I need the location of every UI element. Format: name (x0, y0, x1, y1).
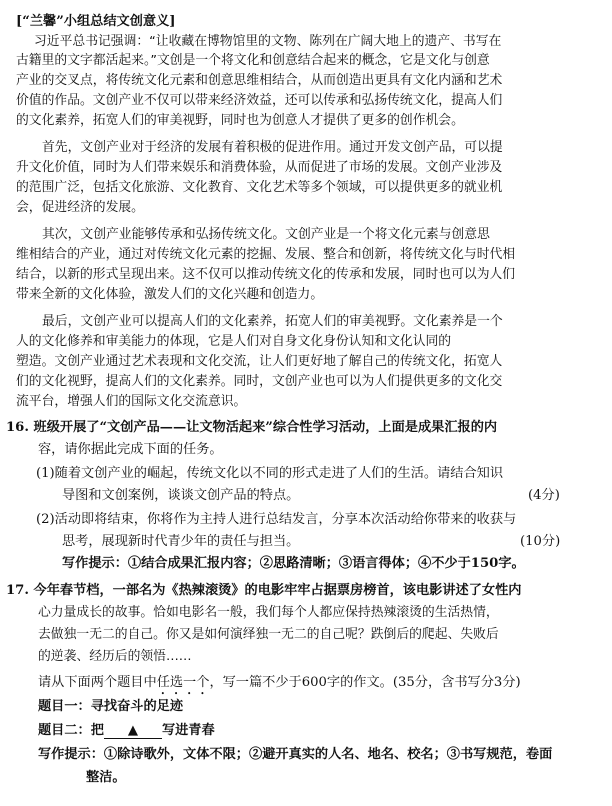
para1-line1: 习近平总书记强调：“让收藏在博物馆里的文物、陈列在广阔大地上的遗产、书写在 (34, 34, 502, 49)
para4-line2: 人的文化修养和审美能力的体现，它是人们对自身文化身份认知和文化认同的 (16, 334, 452, 349)
q16-sub2-score: (10分) (520, 534, 561, 549)
para4-line5: 流平台，增强人们的国际文化交流意识。 (16, 394, 247, 409)
q17-stem-line1: 17. 今年春节档，一部名为《热辣滚烫》的电影牢牢占据票房榜首，该电影讲述了女性内 (6, 583, 522, 598)
para1-line2: 古籍里的文字都活起来。”文创是一个将文化和创意结合起来的概念，它是文化与创意 (16, 53, 490, 68)
q16-stem-line2: 容，请你据此完成下面的任务。 (38, 442, 223, 457)
para1-line5: 的文化素养，拓宽人们的审美视野，同时也为创意人才提供了更多的创作机会。 (16, 113, 464, 128)
section-title-tag: [“兰馨”小组总结文创意义] (16, 14, 176, 29)
para4-line3: 塑造。文创产业通过艺术表现和文化交流，让人们更好地了解自己的传统文化，拓宽人 (16, 354, 503, 369)
q17-stem-line3: 去做独一无二的自己。你又是如何演绎独一无二的自己呢？跌倒后的爬起、失败后 (38, 627, 499, 642)
para3-line1: 其次，文创产业能够传承和弘扬传统文化。文创产业是一个将文化元素与创意思 (42, 227, 490, 242)
para2-line4: 会，促进经济的发展。 (16, 200, 144, 215)
q17-writing-tip-line2: 整洁。 (86, 770, 126, 785)
q16-sub1-line1: (1)随着文创产业的崛起，传统文化以不同的形式走进了人们的生活。请结合知识 (36, 466, 504, 481)
q17-instruction-suffix: ，写一篇不少于600字的作文。(35分，含书写分3分) (209, 675, 521, 690)
q17-instruction (38, 673, 521, 698)
q17-stem-line4: 的逆袭、经历后的领悟…… (38, 649, 192, 664)
q16-sub2-line2: 思考，展现新时代青少年的责任与担当。 (62, 534, 300, 549)
q16-sub1-line2: 导图和文创案例，谈谈文创产品的特点。 (62, 488, 300, 503)
q17-topic2-suffix: 写进青春 (161, 723, 215, 738)
q17-topic2 (38, 721, 215, 740)
para2-line3: 的范围广泛，包括文化旅游、文化教育、文化艺术等多个领域，可以提供更多的就业机 (16, 180, 503, 195)
q16-sub2-line1: (2)活动即将结束，你将作为主持人进行总结发言，分享本次活动给你带来的收获与 (36, 512, 517, 527)
para3-line4: 带来全新的文化体验，激发人们的文化兴趣和创造力。 (16, 287, 324, 302)
q17-stem-line2: 心力量成长的故事。恰如电影名一般，我们每个人都应保持热辣滚烫的生活热情， (38, 605, 499, 620)
para1-line3: 产业的交叉点，将传统文化元素和创意思维相结合，从而创造出更具有文化内涵和艺术 (16, 73, 503, 88)
para2-line2: 升文化价值，同时为人们带来娱乐和消费体验，从而促进了市场的发展。文创产业涉及 (16, 160, 503, 175)
para2-line1: 首先，文创产业对于经济的发展有着积极的促进作用。通过开发文创产品，可以提 (42, 140, 503, 155)
para3-line3: 结合，以新的形式呈现出来。这不仅可以推动传统文化的传承和发展，同时也可以为人们 (16, 267, 516, 282)
q16-stem-line1: 16. 班级开展了“文创产品——让文物活起来”综合性学习活动，上面是成果汇报的内 (6, 420, 498, 435)
para1-line4: 价值的作品。文创产业不仅可以带来经济效益，还可以传承和弘扬传统文化，提高人们 (16, 93, 503, 108)
q17-topic1: 题目一：寻找奋斗的足迹 (38, 699, 184, 714)
q17-instruction-emphasis: 任选一个 (156, 675, 210, 690)
para3-line2: 维相结合的产业，通过对传统文化元素的挖掘、发展、整合和创新，将传统文化与时代相 (16, 247, 516, 262)
q16-sub1-score: (4分) (528, 488, 560, 503)
para4-line1: 最后，文创产业可以提高人们的文化素养，拓宽人们的审美视野。文化素养是一个 (42, 314, 503, 329)
q16-writing-tip: 写作提示：①结合成果汇报内容；②思路清晰；③语言得体；④不少于150字。 (62, 556, 525, 571)
q17-instruction-prefix: 请从下面两个题目中 (38, 675, 157, 690)
q17-topic2-blank: ▲ (104, 724, 162, 739)
q17-topic2-prefix: 题目二：把 (38, 723, 104, 738)
para4-line4: 们的文化视野，提高人们的文化素养。同时，文创产业也可以为人们提供更多的文化交 (16, 374, 503, 389)
q17-writing-tip-line1: 写作提示：①除诗歌外，文体不限；②避开真实的人名、地名、校名；③书写规范，卷面 (38, 747, 553, 762)
